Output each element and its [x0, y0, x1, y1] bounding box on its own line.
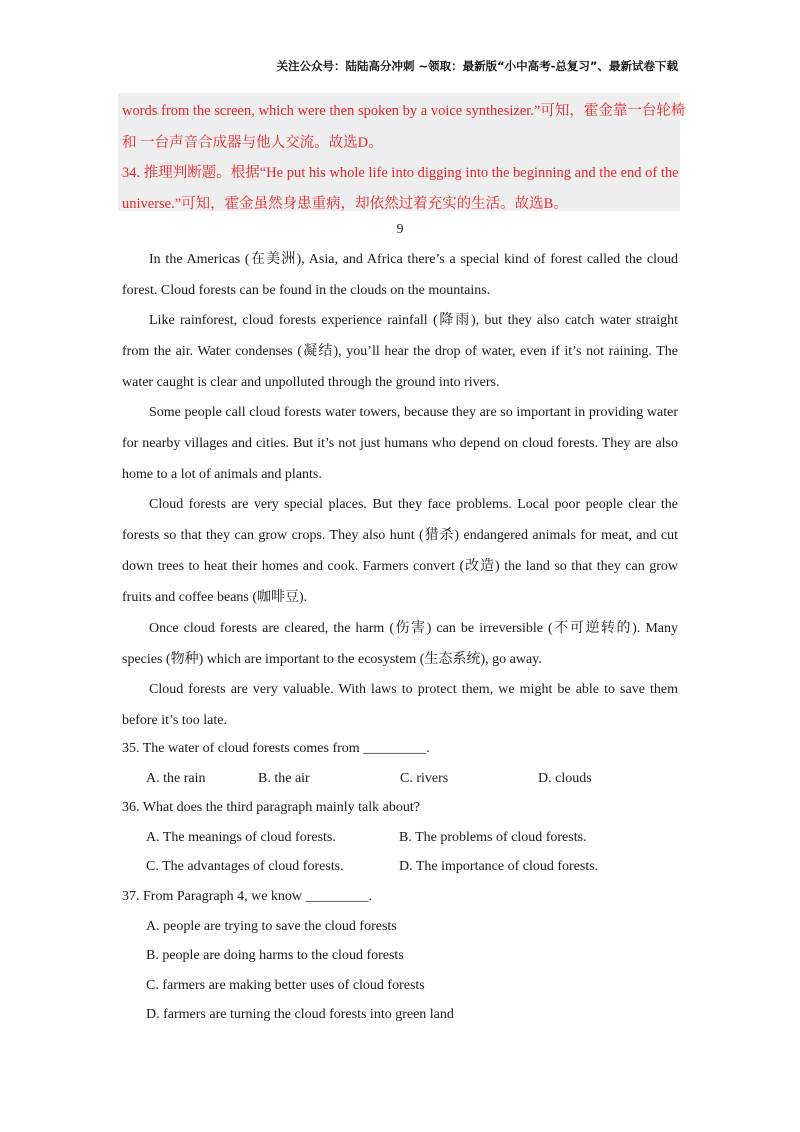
- question-35-option-d: D. clouds: [538, 771, 592, 786]
- question-36-option-b: B. The problems of cloud forests.: [399, 830, 587, 845]
- passage-paragraph-4: Cloud forests are very special places. But they face problems. Local poor people clear the forests so that they can grow crops. They also hunt (猎杀) endangered animals for meat, and cut down trees to heat their homes and cook. Farmers convert (改造) the land so that they can grow fruits and coffee beans (咖啡豆).: [122, 497, 678, 605]
- question-37-option-c: C. farmers are making better uses of cloud forests: [146, 978, 425, 993]
- page-number: 9: [396, 222, 404, 237]
- answer-line-3: 34. 推理判断题。根据“He put his whole life into digging into the beginning and the end of the: [122, 165, 679, 181]
- page-header: 关注公众号：陆陆高分冲刺 ~领取：最新版“小中高考-总复习”、最新试卷下载: [276, 59, 678, 73]
- passage-paragraph-2: Like rainforest, cloud forests experience rainfall (降雨), but they also catch water straight from the air. Water condenses (凝结), you’ll hear the drop of water, even if it’s not raining. The water caught is clear and unpolluted through the ground into rivers.: [122, 313, 678, 390]
- question-35-option-b: B. the air: [258, 771, 310, 786]
- question-35-option-c: C. rivers: [400, 771, 449, 786]
- question-35-option-a: A. the rain: [146, 771, 206, 786]
- answer-line-4: universe.”可知，霍金虽然身患重病，却依然过着充实的生活。故选B。: [122, 196, 568, 212]
- question-35-stem: 35. The water of cloud forests comes from _________.: [122, 741, 430, 756]
- passage-paragraph-6: Cloud forests are very valuable. With laws to protect them, we might be able to save them before it’s too late.: [122, 682, 678, 728]
- passage-paragraph-1: In the Americas (在美洲), Asia, and Africa there’s a special kind of forest called the cloud forest. Cloud forests can be found in the clouds on the mountains.: [122, 252, 678, 298]
- question-37-option-b: B. people are doing harms to the cloud forests: [146, 948, 404, 963]
- question-36-option-a: A. The meanings of cloud forests.: [146, 830, 336, 845]
- answer-line-1: words from the screen, which were then spoken by a voice synthesizer.”可知，霍金靠一台轮椅: [122, 103, 686, 119]
- question-37-option-a: A. people are trying to save the cloud forests: [146, 919, 397, 934]
- question-37-stem: 37. From Paragraph 4, we know _________.: [122, 889, 373, 904]
- answer-line-2: 和 一台声音合成器与他人交流。故选D。: [122, 135, 383, 151]
- question-36-option-c: C. The advantages of cloud forests.: [146, 859, 344, 874]
- question-37-option-d: D. farmers are turning the cloud forests into green land: [146, 1007, 454, 1022]
- question-36-stem: 36. What does the third paragraph mainly talk about?: [122, 800, 420, 815]
- passage-paragraph-3: Some people call cloud forests water towers, because they are so important in providing water for nearby villages and cities. But it’s not just humans who depend on cloud forests. They are also home to a lot of animals and plants.: [122, 405, 678, 482]
- passage-paragraph-5: Once cloud forests are cleared, the harm (伤害) can be irreversible (不可逆转的). Many species (物种) which are important to the ecosystem (生态系统), go away.: [122, 621, 678, 667]
- question-36-option-d: D. The importance of cloud forests.: [399, 859, 599, 874]
